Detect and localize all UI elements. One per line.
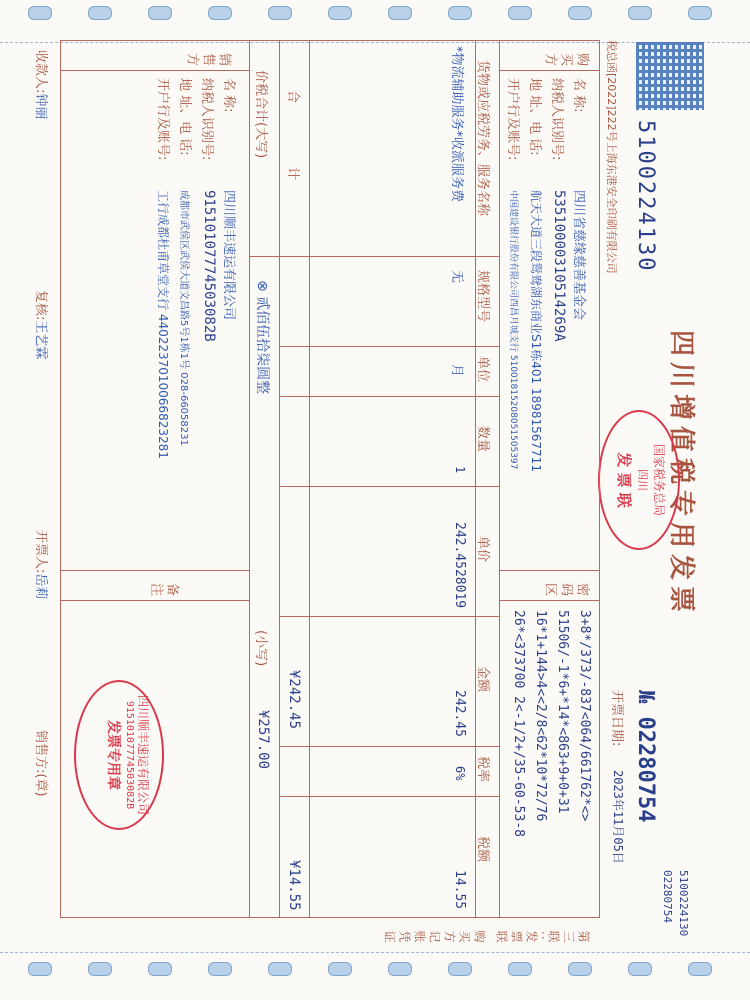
col-header-amount: 金额 (475, 666, 490, 693)
printer-note: 税总函[2022]222号上海东港安全印刷有限公司 (605, 40, 618, 274)
seller-company-stamp: 四川顺丰速运有限公司 91510107774503082B 发票专用章 (74, 680, 164, 830)
seller-address-label: 地 址、电 话: (177, 78, 192, 156)
total-cn: ⊗ 贰佰伍拾柒圆整 (254, 280, 270, 395)
invoice-body (30, 30, 720, 970)
col-header-rate: 税率 (475, 756, 490, 783)
col-header-spec: 规格型号 (475, 270, 490, 323)
sum-label: 合 计 (285, 90, 300, 211)
buyer-bank: 中国建设银行股份有限公司西昌月城支行 51001815208051505397 (508, 190, 518, 470)
sum-tax: ¥14.55 (286, 860, 302, 911)
item-tax: 14.55 (452, 870, 467, 910)
col-header-tax: 税额 (475, 836, 490, 863)
seller-bank: 工行成都杜甫草堂支行 4402237010066823281 (156, 190, 170, 459)
seller-address: 成都市武侯区武侯大道文昌路5号1栋1号 028-66058231 (178, 190, 189, 446)
password-line: 26*<373700 2<-1/2+/35-60-53-8 (511, 610, 526, 837)
seller-seal-label: 销售方:(章) (33, 730, 48, 797)
total-label: 价税合计(大写) (253, 70, 268, 159)
sum-amount: ¥242.45 (286, 670, 302, 730)
total-small: ¥257.00 (255, 710, 271, 770)
issue-date-label: 开票日期: (609, 690, 624, 747)
col-header-name: 货物或应税劳务、服务名称 (475, 60, 490, 217)
item-spec: 无 (449, 270, 464, 284)
total-small-label: (小写) (253, 630, 268, 667)
buyer-section-label: 购买方 (542, 50, 590, 65)
buyer-tax-id: 53510000310514269A (551, 190, 567, 342)
seller-bank-label: 开户行及账号: (155, 78, 170, 161)
item-amount: 242.45 (452, 690, 467, 737)
buyer-address: 航天大道三段鸳鸯湖东商业S1栋401 18981567711 (529, 190, 543, 472)
buyer-tax-id-label: 纳税人识别号: (549, 78, 564, 161)
seller-name: 四川顺丰速运有限公司 (221, 190, 236, 321)
password-line: 3+8*/373/-837<064/661762*<> (577, 610, 592, 822)
password-line: 51506/-1*6+*14*<863+9+0+31 (555, 610, 570, 814)
invoice-code: 5100224130 (633, 120, 658, 273)
buyer-bank-label: 开户行及账号: (505, 78, 520, 161)
seller-name-label: 名 称: (221, 78, 236, 113)
tax-bureau-stamp: 国家税务总局 四川 发 票 联 (598, 410, 680, 550)
invoice-number: № 02280754 (633, 690, 658, 823)
item-price: 242.4528019 (452, 522, 467, 609)
item-rate: 6% (453, 766, 467, 781)
item-qty: 1 (453, 466, 467, 474)
password-area-label: 密码区 (542, 580, 590, 595)
buyer-name: 四川省慈缘慈善基金会 (571, 190, 586, 321)
col-header-unit: 单位 (475, 356, 490, 383)
invoice-title: 四川增值税专用发票 (666, 330, 696, 619)
col-header-price: 单价 (475, 536, 490, 563)
reviewer: 复核:王艺霖 (33, 290, 48, 360)
seller-tax-id: 91510107774503082B (201, 190, 217, 342)
buyer-address-label: 地 址、电 话: (527, 78, 542, 156)
remark-label: 备注 (148, 580, 180, 595)
col-header-qty: 数量 (475, 426, 490, 453)
invoice-no-small: 02280754 (661, 870, 674, 923)
seller-tax-id-label: 纳税人识别号: (199, 78, 214, 161)
seller-section-label: 销售方 (184, 50, 232, 65)
qr-code-icon (636, 42, 704, 110)
issue-date: 2023年11月05日 (611, 770, 625, 864)
item-name: *物流辅助服务*收派服务费 (449, 46, 464, 203)
password-line: 16*1+144>4<<2/8<62*10*72/76 (533, 610, 548, 822)
payee: 收款人:钟丽 (33, 50, 48, 120)
drawer: 开票人:岳莉 (33, 530, 48, 600)
copy-note: 第三联:发票联 购买方记账凭证 (381, 929, 590, 943)
buyer-name-label: 名 称: (571, 78, 586, 113)
invoice-code-small: 5100224130 (677, 870, 690, 937)
item-unit: 月 (449, 364, 464, 378)
